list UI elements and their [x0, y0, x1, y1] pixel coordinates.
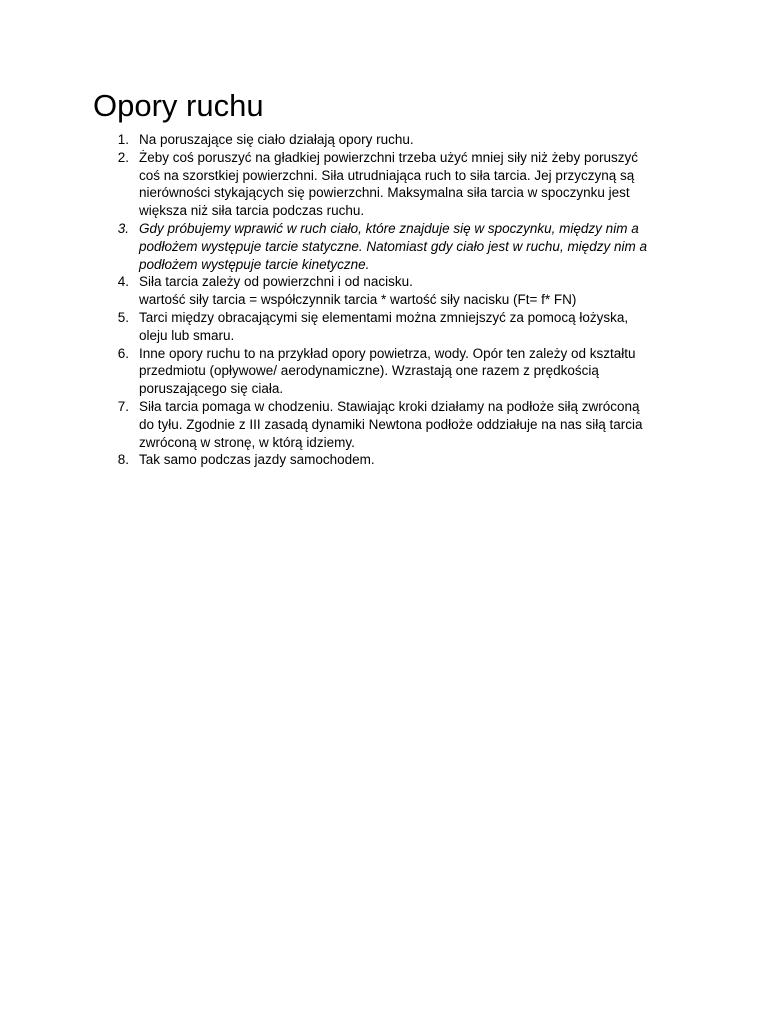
list-item-number: 6.: [117, 345, 129, 361]
list-item-line: Siła tarcia pomaga w chodzeniu. Stawiając kroki działamy na podłoże siłą zwróconą: [139, 398, 640, 414]
list-item-number: 3.: [117, 220, 129, 236]
list-item-text: [139, 273, 683, 309]
list-item-text: [139, 345, 683, 398]
list-item-number: 5.: [117, 309, 129, 325]
list-item-line: zwróconą w stronę, w którą idziemy.: [139, 434, 355, 450]
list-item: [93, 131, 683, 149]
list-item: [93, 273, 683, 309]
list-item-text: [139, 149, 683, 220]
list-item-line: większa niż siła tarcia podczas ruchu.: [139, 203, 365, 219]
list-item-number: 1.: [117, 132, 129, 147]
list-item: [93, 398, 683, 451]
list-item-line: Żeby coś poruszyć na gładkiej powierzchni trzeba użyć mniej siły niż żeby poruszyć: [139, 149, 638, 165]
list-item-line: nierówności stykających się powierzchni. Maksymalna siła tarcia w spoczynku jest: [139, 185, 630, 201]
numbered-list: [93, 131, 683, 469]
list-item: [93, 309, 683, 345]
list-item-text: [139, 451, 683, 469]
list-item-line: Gdy próbujemy wprawić w ruch ciało, które znajduje się w spoczynku, między nim a: [139, 220, 639, 236]
list-item-line: przedmiotu (opływowe/ aerodynamiczne). Wzrastają one razem z prędkością: [139, 363, 599, 379]
list-item: [93, 149, 683, 220]
list-item-line: oleju lub smaru.: [139, 327, 235, 343]
list-item-line: coś na szorstkiej powierzchni. Siła utrudniająca ruch to siła tarcia. Jej przyczyną są: [139, 167, 635, 183]
list-item-line: poruszającego się ciała.: [139, 381, 284, 397]
list-item-line: do tyłu. Zgodnie z III zasadą dynamiki Newtona podłoże oddziałuje na nas siłą tarcia: [139, 416, 643, 432]
list-item-text: [139, 131, 683, 149]
list-item-number: 2.: [117, 149, 129, 165]
list-item-line: podłożem występuje tarcie kinetyczne.: [139, 256, 370, 272]
page-title: Opory ruchu: [93, 88, 264, 123]
list-item-line: Na poruszające się ciało działają opory ruchu.: [139, 132, 414, 147]
list-item-line: podłożem występuje tarcie statyczne. Natomiast gdy ciało jest w ruchu, między nim a: [139, 238, 647, 254]
list-item-line: Siła tarcia zależy od powierzchni i od nacisku.: [139, 274, 413, 290]
list-item-text: [139, 398, 683, 451]
list-item-number: 4.: [117, 274, 129, 290]
list-item: [93, 451, 683, 469]
list-item-line: Tarci między obracającymi się elementami można zmniejszyć za pomocą łożyska,: [139, 309, 629, 325]
list-item: [93, 345, 683, 398]
list-item-line: wartość siły tarcia = współczynnik tarcia * wartość siły nacisku (Ft= f* FN): [139, 292, 577, 308]
list-item: [93, 220, 683, 273]
list-item-line: Inne opory ruchu to na przykład opory powietrza, wody. Opór ten zależy od kształtu: [139, 345, 636, 361]
list-item-number: 8.: [117, 452, 129, 468]
list-item-line: Tak samo podczas jazdy samochodem.: [139, 452, 375, 468]
list-item-number: 7.: [117, 398, 129, 414]
list-item-text: [139, 220, 683, 273]
list-item-text: [139, 309, 683, 345]
